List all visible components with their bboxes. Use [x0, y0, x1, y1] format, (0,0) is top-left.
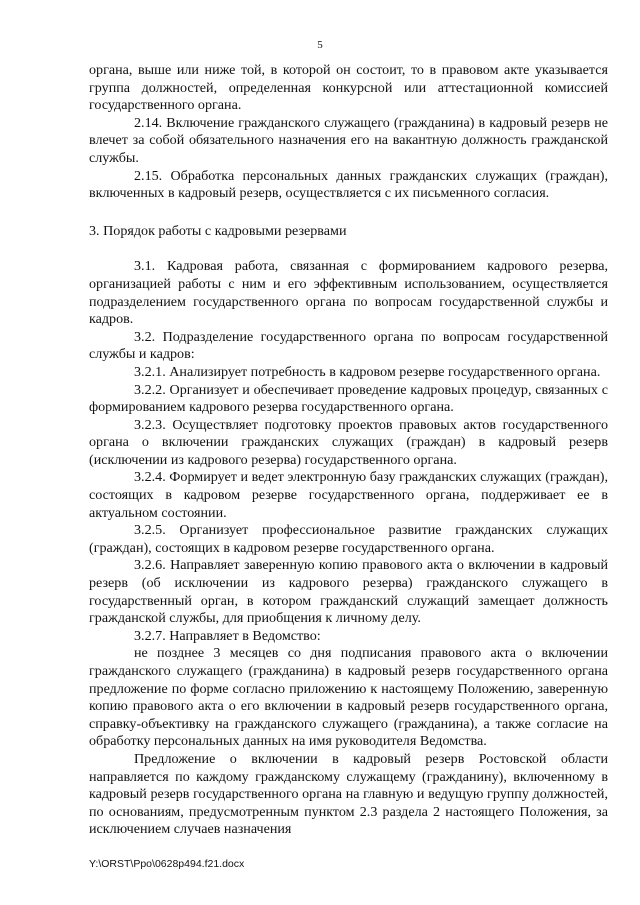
paragraph-3-2-1: 3.2.1. Анализирует потребность в кадровом резерве государственного органа. [134, 363, 601, 380]
paragraph-3-2-2: 3.2.2. Организует и обеспечивает проведение кадровых процедур, связанных с формированием кадрового резерва государственного органа. [89, 381, 608, 416]
paragraph-3-2-3: 3.2.3. Осуществляет подготовку проектов правовых актов государственного органа о включении гражданских служащих (граждан) в кадровый резерв (исключении из кадрового резерва) государственного органа. [89, 416, 608, 468]
paragraph-3-2: 3.2. Подразделение государственного органа по вопросам государственной службы и кадров: [89, 328, 608, 363]
document-body [89, 62, 608, 839]
paragraph-3-2-5: 3.2.5. Организует профессиональное развитие гражданских служащих (граждан), состоящих в кадровом резерве государственного органа. [89, 522, 608, 556]
file-path-footer: Y:\ORST\Ppo\0628p494.f21.docx [89, 858, 245, 870]
paragraph-2-15: 2.15. Обработка персональных данных гражданских служащих (граждан), включенных в кадровый резерв, осуществляется с их письменного согласия. [89, 167, 608, 202]
paragraph-3-2-6: 3.2.6. Направляет заверенную копию правового акта о включении в кадровый резерв (об исключении из кадрового резерва) гражданского служащего в государственный орган, в котором гражданский служащий замещает должность гражданской службы, для приобщения к личному делу. [89, 557, 608, 627]
paragraph-proposal: Предложение о включении в кадровый резерв Ростовской области направляется по каждому гражданскому служащему (гражданину), включенному в кадровый резерв государственного органа на главную и ведущую группу должностей, по основаниям, предусмотренным пунктом 2.3 раздела 2 настоящего Положения, за исключением случаев назначения [89, 750, 608, 838]
page-number: 5 [317, 39, 323, 51]
paragraph-3-1: 3.1. Кадровая работа, связанная с формированием кадрового резерва, организацией работы с ним и его эффективным использованием, осуществляется подразделением государственного органа по вопросам государственной службы и кадров. [89, 258, 608, 328]
paragraph-3-2-7-item: не позднее 3 месяцев со дня подписания правового акта о включении гражданского служащего (гражданина) в кадровый резерв государственного органа предложение по форме согласно приложению к настоящему Положению, заверенную копию правового акта о его включении в кадровый резерв государственного органа, справку-объективку на гражданского служащего (гражданина), а также согласие на обработку персональных данных на имя руководителя Ведомства. [89, 645, 608, 750]
paragraph-3-2-7: 3.2.7. Направляет в Ведомство: [134, 627, 321, 644]
paragraph-2-14: 2.14. Включение гражданского служащего (гражданина) в кадровый резерв не влечет за собой обязательного назначения его на вакантную должность гражданской службы. [89, 114, 608, 166]
paragraph-continuation: органа, выше или ниже той, в которой он состоит, то в правовом акте указывается группа должностей, определенная конкурсной или аттестационной комиссией государственного органа. [89, 62, 608, 114]
section-heading: 3. Порядок работы с кадровыми резервами [89, 222, 347, 239]
paragraph-3-2-4: 3.2.4. Формирует и ведет электронную базу гражданских служащих (граждан), состоящих в кадровом резерве государственного органа, поддерживает ее в актуальном состоянии. [89, 469, 608, 521]
